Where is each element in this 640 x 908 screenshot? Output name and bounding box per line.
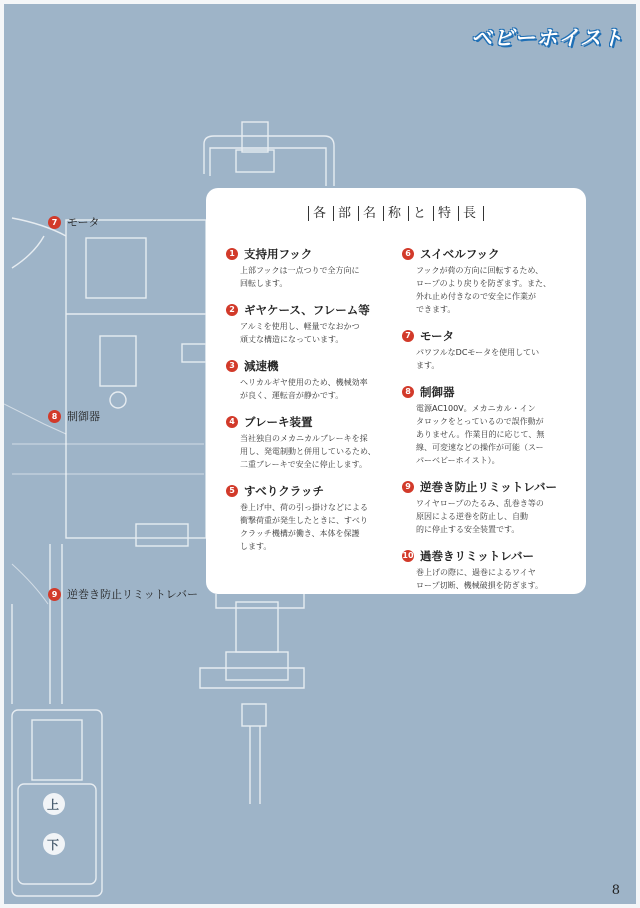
feature-number: 4 <box>226 416 238 428</box>
feature-description-line: フックが荷の方向に回転するため、 <box>416 266 544 275</box>
pendant-down-button-label: 下 <box>47 838 60 852</box>
feature-number: 5 <box>226 485 238 497</box>
feature-description <box>402 346 578 372</box>
feature-description-line: できます。 <box>416 305 456 314</box>
callout-controller <box>48 408 100 424</box>
feature-title: 制御器 <box>420 385 455 399</box>
feature-description-line: 外れ止め付きなので安全に作業が <box>416 292 536 301</box>
card-title-char: 部 <box>333 206 358 221</box>
card-title-char: 長 <box>458 206 484 221</box>
feature-title: ギヤケース、フレーム等 <box>244 303 370 317</box>
feature-description-line: 回転します。 <box>240 279 288 288</box>
callout-label: 制御器 <box>67 410 100 423</box>
feature-description-line: ます。 <box>416 361 440 370</box>
card-title-char: 特 <box>433 206 458 221</box>
feature-title: 過巻きリミットレバー <box>420 549 534 563</box>
feature-title: ブレーキ装置 <box>244 415 313 429</box>
feature-description-line: ロープのより戻りを防ぎます。また、 <box>416 279 551 288</box>
feature-description-line: 原因による逆巻を防止し、自動 <box>416 512 528 521</box>
feature-description <box>226 376 402 402</box>
feature-description <box>402 264 578 316</box>
feature-item <box>226 358 402 402</box>
feature-title: 逆巻き防止リミットレバー <box>420 480 557 494</box>
feature-description-line: クラッチ機構が働き、本体を保護 <box>240 529 360 538</box>
right-column <box>402 246 578 604</box>
feature-description <box>226 320 402 346</box>
card-title-char: 称 <box>383 206 408 221</box>
page-number: 8 <box>611 883 620 898</box>
feature-number: 2 <box>226 304 238 316</box>
callout-label: 逆巻き防止リミットレバー <box>67 588 199 601</box>
callout-number: 8 <box>48 410 61 423</box>
feature-description <box>402 402 578 467</box>
feature-item <box>402 548 578 592</box>
feature-description-line: 電源AC100V。メカニカル・イン <box>416 404 536 413</box>
feature-description <box>226 264 402 290</box>
feature-description-line: 線、可変速などの操作が可能（スー <box>416 443 544 452</box>
feature-description-line: パーベビーホイスト）。 <box>416 456 500 465</box>
catalog-page <box>4 4 636 904</box>
feature-item <box>226 414 402 471</box>
pendant-up-button-label: 上 <box>47 798 60 812</box>
feature-number: 3 <box>226 360 238 372</box>
callout-reverse-limit-lever <box>48 586 198 602</box>
feature-item <box>402 246 578 316</box>
feature-number: 6 <box>402 248 414 260</box>
feature-description-line: 的に停止する安全装置です。 <box>416 525 520 534</box>
feature-number: 9 <box>402 481 414 493</box>
feature-description-line: ヘリカルギヤ使用のため、機械効率 <box>240 378 368 387</box>
feature-description <box>226 501 402 553</box>
feature-description-line: ありません。作業目的に応じて、無 <box>416 430 545 439</box>
feature-description-line: 用し、発電制動と併用しているため、 <box>240 447 376 456</box>
feature-description-line: 頑丈な構造になっています。 <box>240 335 344 344</box>
feature-description-line: ロープ切断、機械破損を防ぎます。 <box>416 581 543 590</box>
left-column <box>226 246 402 565</box>
feature-item <box>226 483 402 553</box>
feature-description-line: 二重ブレーキで安全に停止します。 <box>240 460 368 469</box>
feature-description-line: 衝撃荷重が発生したときに、すべり <box>240 516 368 525</box>
card-title-char: 各 <box>308 206 333 221</box>
feature-description-line: タロックをとっているので誤作動が <box>416 417 544 426</box>
feature-item <box>226 246 402 290</box>
callout-number: 9 <box>48 588 61 601</box>
feature-description-line: します。 <box>240 542 272 551</box>
card-title-char: と <box>408 206 433 221</box>
feature-title: モータ <box>420 329 455 343</box>
feature-item <box>402 328 578 372</box>
feature-description-line: ワイヤロープのたるみ、乱巻き等の <box>416 499 544 508</box>
feature-description <box>226 432 402 471</box>
feature-title: 減速機 <box>244 359 279 373</box>
feature-description-line: 巻上げ中、荷の引っ掛けなどによる <box>240 503 368 512</box>
feature-number: 1 <box>226 248 238 260</box>
feature-title: すべりクラッチ <box>244 484 325 498</box>
card-title <box>206 202 586 221</box>
card-title-char: 名 <box>358 206 383 221</box>
feature-description <box>402 566 578 592</box>
feature-description-line: 巻上げの際に、過巻によるワイヤ <box>416 568 536 577</box>
feature-title: スイベルフック <box>420 247 500 261</box>
feature-description-line: が良く、運転音が静かです。 <box>240 391 344 400</box>
feature-item <box>226 302 402 346</box>
feature-description <box>402 497 578 536</box>
callout-label: モータ <box>67 216 100 229</box>
feature-description-line: 当社独自のメカニカルブレーキを採 <box>240 434 368 443</box>
callout-number: 7 <box>48 216 61 229</box>
feature-description-line: パワフルなDCモータを使用してい <box>416 348 540 357</box>
feature-number: 7 <box>402 330 414 342</box>
feature-description-line: アルミを使用し、軽量でなおかつ <box>240 322 360 331</box>
feature-number: 8 <box>402 386 414 398</box>
feature-number: 10 <box>402 551 414 560</box>
parts-features-card <box>206 188 586 594</box>
feature-item <box>402 384 578 467</box>
callout-motor <box>48 214 100 230</box>
feature-description-line: 上部フックは一点つりで全方向に <box>240 266 360 275</box>
brand-logo: ベビーホイスト <box>471 26 624 50</box>
feature-item <box>402 479 578 536</box>
feature-title: 支持用フック <box>244 247 313 261</box>
